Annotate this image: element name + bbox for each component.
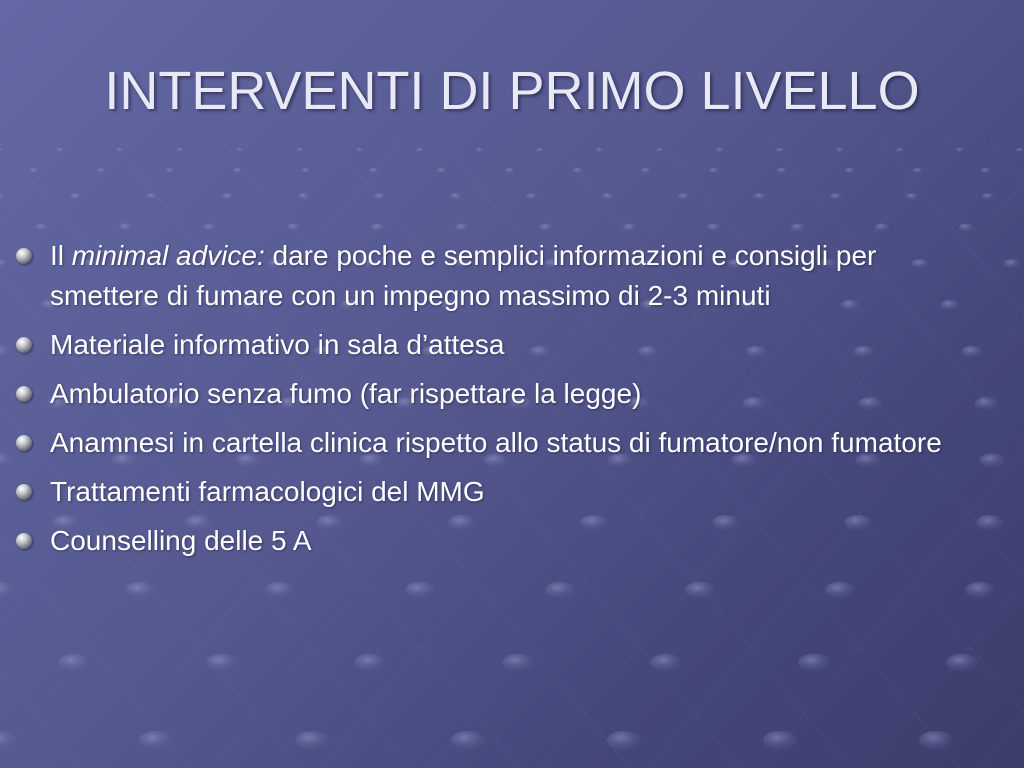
slide-title: INTERVENTI DI PRIMO LIVELLO	[104, 61, 920, 121]
sphere-bullet-icon	[16, 337, 32, 353]
bullet-item-counselling	[14, 521, 974, 561]
bullet-emphasis: minimal advice:	[71, 240, 265, 271]
bullet-text: Materiale informativo in sala d’attesa	[50, 329, 505, 360]
bullet-text: Ambulatorio senza fumo (far rispettare la legge)	[50, 378, 642, 409]
sphere-bullet-icon	[16, 386, 32, 402]
bullet-text: Trattamenti farmacologici del MMG	[50, 476, 485, 507]
bullet-text: Anamnesi in cartella clinica rispetto allo status di fumatore/non fumatore	[50, 427, 942, 458]
bullet-item-ambulatorio	[14, 374, 974, 414]
bullet-list	[14, 236, 974, 570]
bullet-item-anamnesi	[14, 423, 974, 463]
bullet-prefix: Il	[50, 240, 72, 271]
sphere-bullet-icon	[16, 484, 32, 500]
bullet-text: Counselling delle 5 A	[50, 525, 312, 556]
bullet-text: dare poche e semplici informazioni e consigli per smettere di fumare con un impegno massimo di 2-3 minuti	[50, 240, 877, 311]
sphere-bullet-icon	[16, 533, 32, 549]
bullet-item-minimal-advice	[14, 236, 974, 316]
sphere-bullet-icon	[16, 435, 32, 451]
sphere-bullet-icon	[16, 248, 32, 264]
bullet-item-trattamenti	[14, 472, 974, 512]
bullet-item-materiale	[14, 325, 974, 365]
